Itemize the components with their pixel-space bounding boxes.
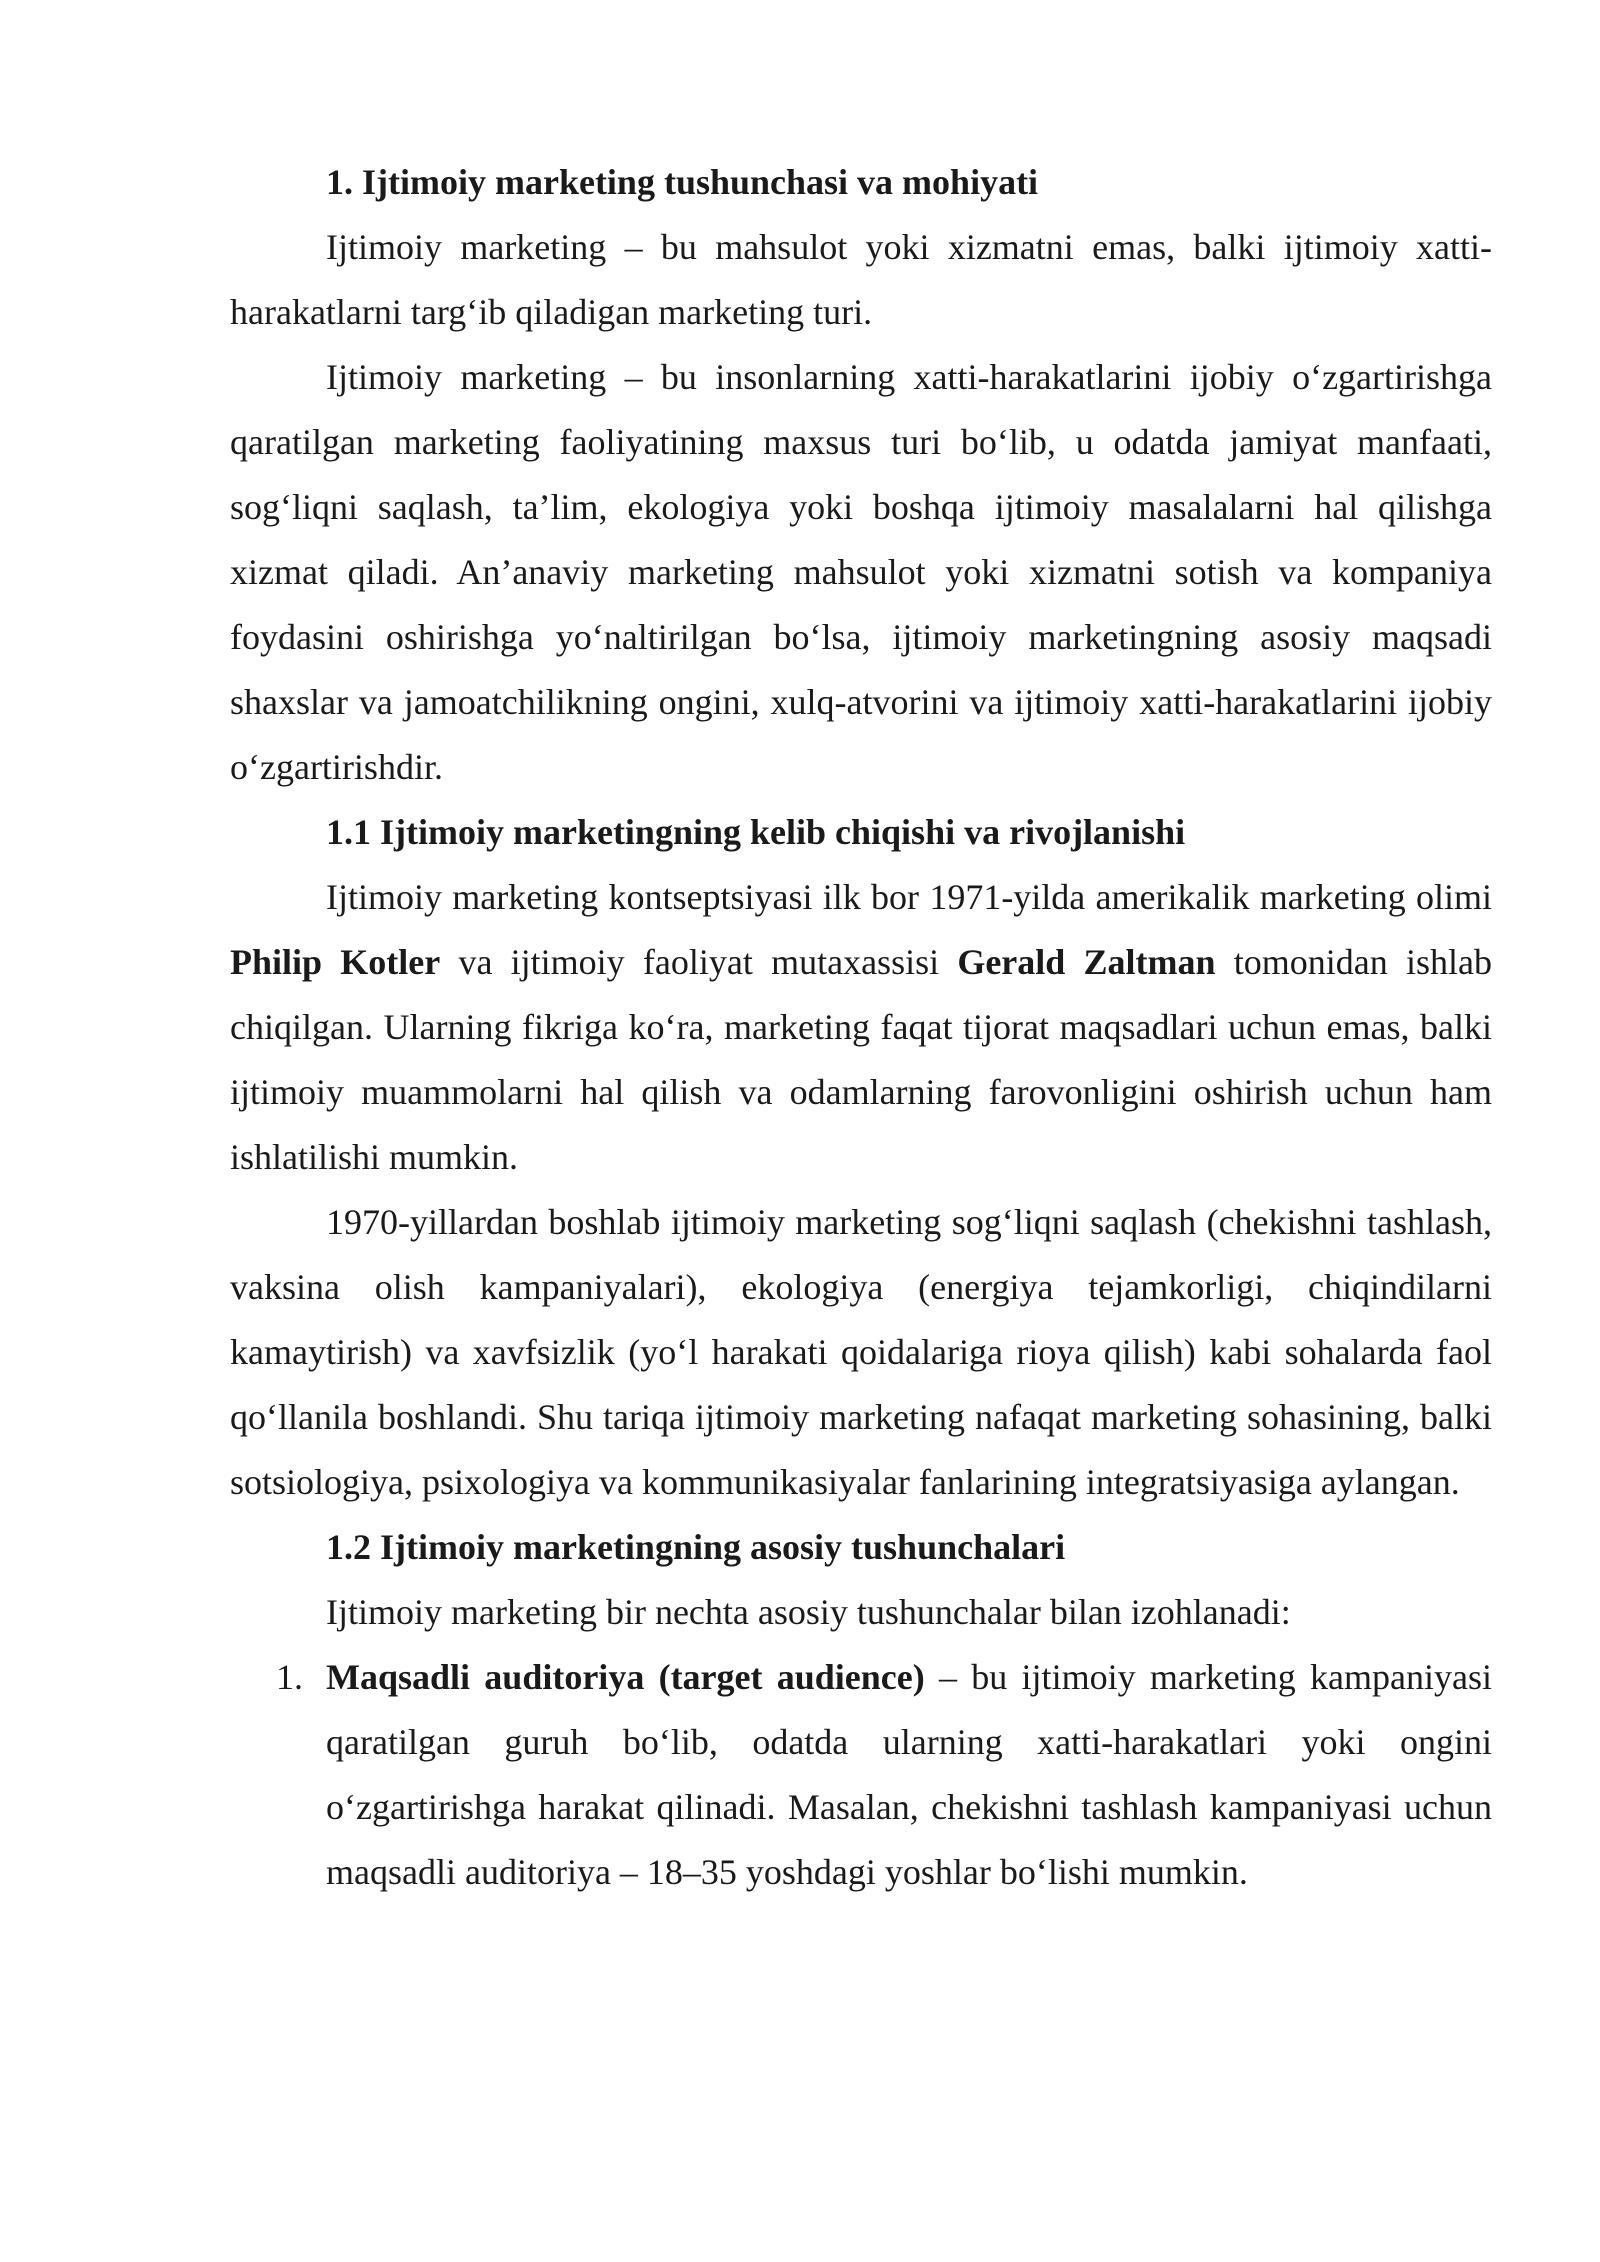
- list-item-number: 1.: [276, 1657, 303, 1697]
- document-page: [230, 150, 1492, 1905]
- author-name-zaltman: Gerald Zaltman: [957, 942, 1216, 982]
- paragraph-text: va ijtimoiy faoliyat mutaxassisi: [440, 942, 958, 982]
- paragraph-text: Ijtimoiy marketing kontseptsiyasi ilk bor 1971-yilda amerikalik marketing olimi: [326, 877, 1492, 917]
- paragraph-text: tomonidan ishlab chiqilgan. Ularning fikriga ko‘ra, marketing faqat tijorat maqsadlari uchun emas, balki ijtimoiy muammolarni hal qilish va odamlarning farovonligini oshirish uchun ham ishlatilishi mumkin.: [230, 942, 1493, 1177]
- section-heading-1-2: 1.2 Ijtimoiy marketingning asosiy tushunchalari: [326, 1527, 1066, 1567]
- list-item: [230, 1645, 1492, 1905]
- paragraph: Ijtimoiy marketing bir nechta asosiy tushunchalar bilan izohlanadi:: [326, 1592, 1291, 1632]
- section-heading-1: 1. Ijtimoiy marketing tushunchasi va mohiyati: [326, 162, 1039, 202]
- list-item-term: Maqsadli auditoriya (target audience): [326, 1657, 925, 1697]
- author-name-kotler: Philip Kotler: [230, 942, 441, 982]
- paragraph: Ijtimoiy marketing – bu mahsulot yoki xizmatni emas, balki ijtimoiy xatti-harakatlarni targ‘ib qiladigan marketing turi.: [230, 227, 1492, 332]
- list-item-text: – bu ijtimoiy marketing kampaniyasi qaratilgan guruh bo‘lib, odatda ularning xatti-harakatlari yoki ongini o‘zgartirishga harakat qilinadi. Masalan, chekishni tashlash kampaniyasi uchun maqsadli auditoriya – 18–35 yoshdagi yoshlar bo‘lishi mumkin.: [326, 1657, 1492, 1892]
- section-heading-1-1: 1.1 Ijtimoiy marketingning kelib chiqishi va rivojlanishi: [326, 812, 1186, 852]
- paragraph: 1970-yillardan boshlab ijtimoiy marketing sog‘liqni saqlash (chekishni tashlash, vaksina olish kampaniyalari), ekologiya (energiya tejamkorligi, chiqindilarni kamaytirish) va xavfsizlik (yo‘l harakati qoidalariga rioya qilish) kabi sohalarda faol qo‘llanila boshlandi. Shu tariqa ijtimoiy marketing nafaqat marketing sohasining, balki sotsiologiya, psixologiya va kommunikasiyalar fanlarining integratsiyasiga aylangan.: [230, 1202, 1492, 1502]
- paragraph: Ijtimoiy marketing – bu insonlarning xatti-harakatlarini ijobiy o‘zgartirishga qaratilgan marketing faoliyatining maxsus turi bo‘lib, u odatda jamiyat manfaati, sog‘liqni saqlash, ta’lim, ekologiya yoki boshqa ijtimoiy masalalarni hal qilishga xizmat qiladi. An’anaviy marketing mahsulot yoki xizmatni sotish va kompaniya foydasini oshirishga yo‘naltirilgan bo‘lsa, ijtimoiy marketingning asosiy maqsadi shaxslar va jamoatchilikning ongini, xulq-atvorini va ijtimoiy xatti-harakatlarini ijobiy o‘zgartirishdir.: [230, 357, 1492, 787]
- concept-list: [230, 1645, 1492, 1905]
- paragraph: [230, 865, 1492, 1190]
